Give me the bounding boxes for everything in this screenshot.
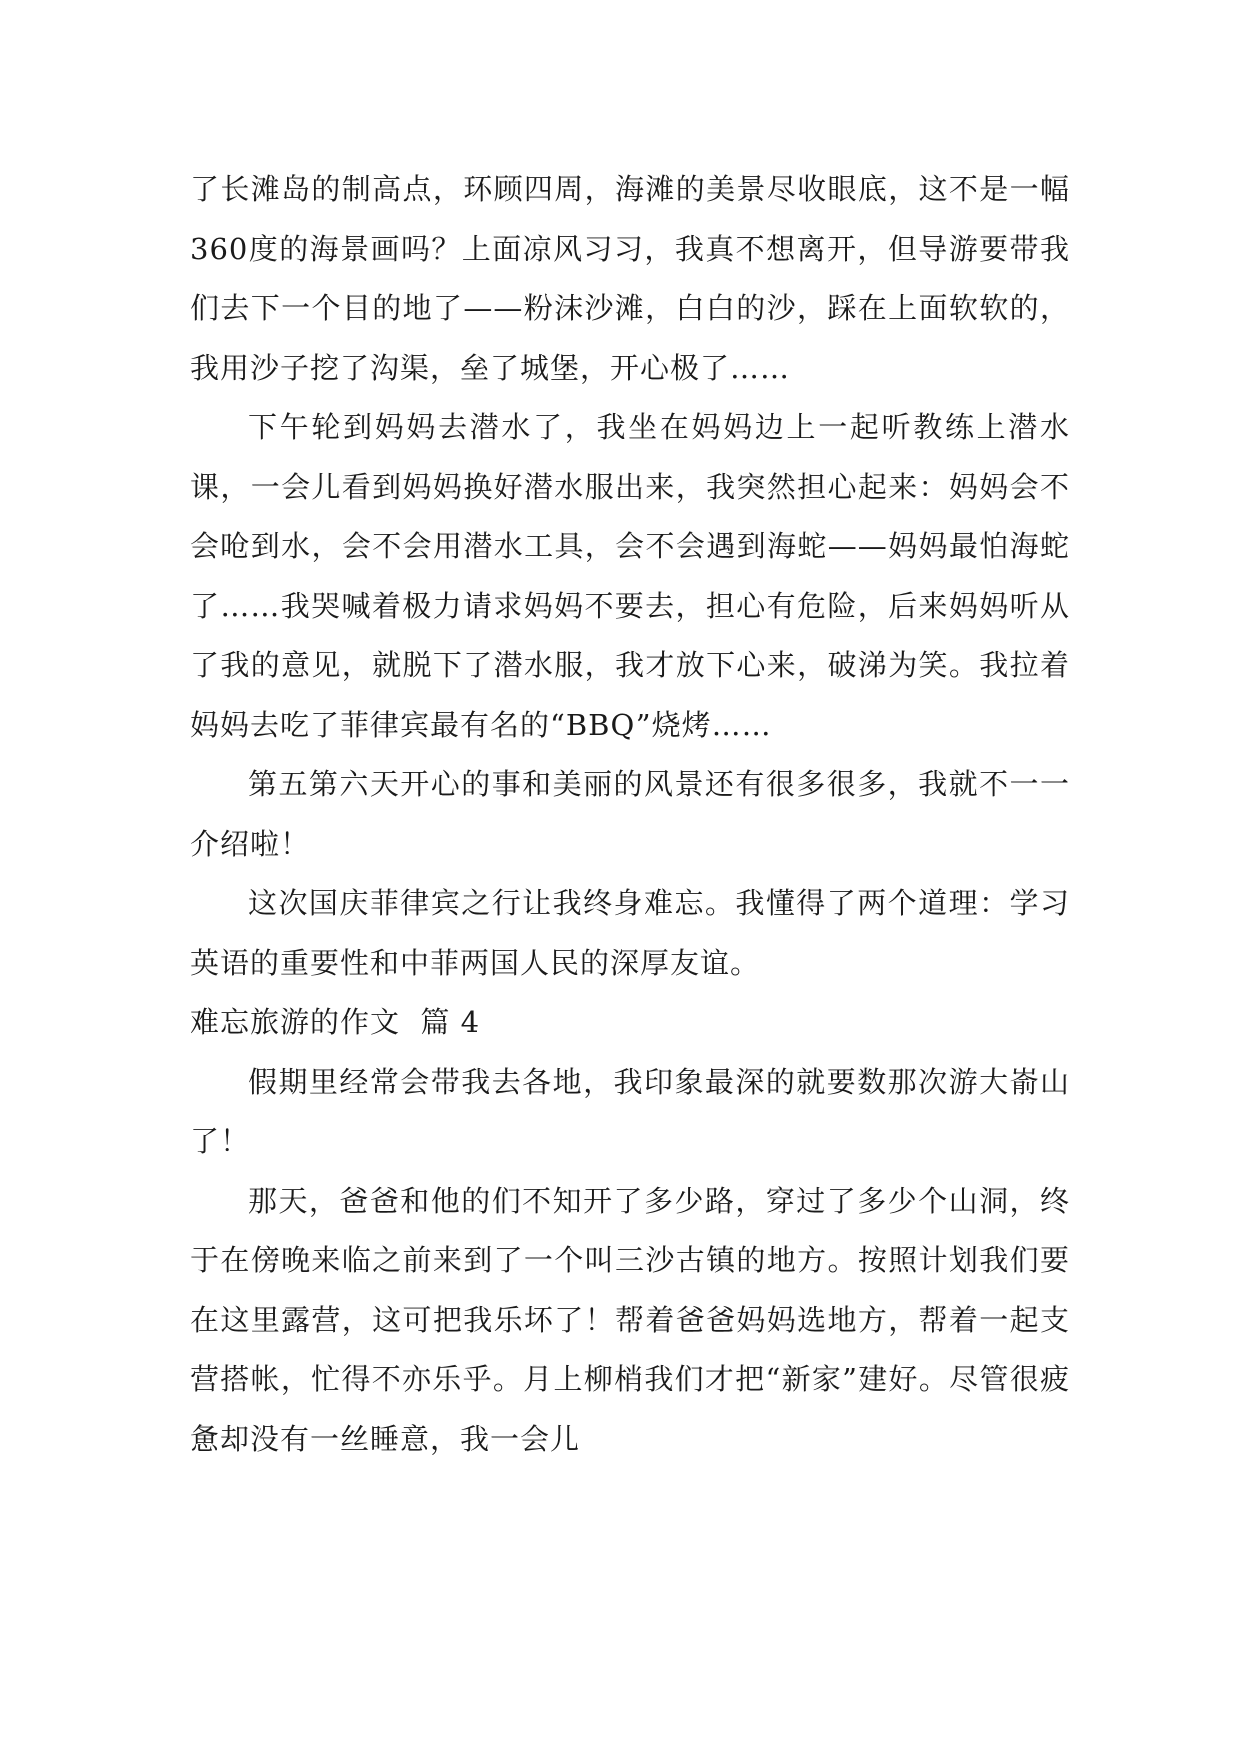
essay-heading: 难忘旅游的作文 篇 4 xyxy=(190,1005,481,1039)
document-body xyxy=(190,160,1070,1469)
paragraph-conclusion: 这次国庆菲律宾之行让我终身难忘。我懂得了两个道理：学习英语的重要性和中菲两国人民的深厚友谊。 xyxy=(190,886,1070,980)
paragraph-camping: 那天，爸爸和他的们不知开了多少路，穿过了多少个山洞，终于在傍晚来临之前来到了一个叫三沙古镇的地方。按照计划我们要在这里露营，这可把我乐坏了！帮着爸爸妈妈选地方，帮着一起支营搭帐，忙得不亦乐乎。月上柳梢我们才把“新家”建好。尽管很疲惫却没有一丝睡意，我一会儿 xyxy=(190,1183,1070,1456)
paragraph-day-five-six: 第五第六天开心的事和美丽的风景还有很多很多，我就不一一介绍啦！ xyxy=(190,767,1070,861)
paragraph-beach-continued: 了长滩岛的制高点，环顾四周，海滩的美景尽收眼底，这不是一幅360度的海景画吗？上面凉风习习，我真不想离开，但导游要带我们去下一个目的地了——粉沫沙滩，白白的沙，踩在上面软软的，我用沙子挖了沟渠，垒了城堡，开心极了…… xyxy=(190,172,1070,385)
paragraph-diving: 下午轮到妈妈去潜水了，我坐在妈妈边上一起听教练上潜水课，一会儿看到妈妈换好潜水服出来，我突然担心起来：妈妈会不会呛到水，会不会用潜水工具，会不会遇到海蛇——妈妈最怕海蛇了……我哭喊着极力请求妈妈不要去，担心有危险，后来妈妈听从了我的意见，就脱下了潜水服，我才放下心来，破涕为笑。我拉着妈妈去吃了菲律宾最有名的“BBQ”烧烤…… xyxy=(190,410,1070,742)
paragraph-holiday-intro: 假期里经常会带我去各地，我印象最深的就要数那次游大嵛山了！ xyxy=(190,1064,1070,1158)
